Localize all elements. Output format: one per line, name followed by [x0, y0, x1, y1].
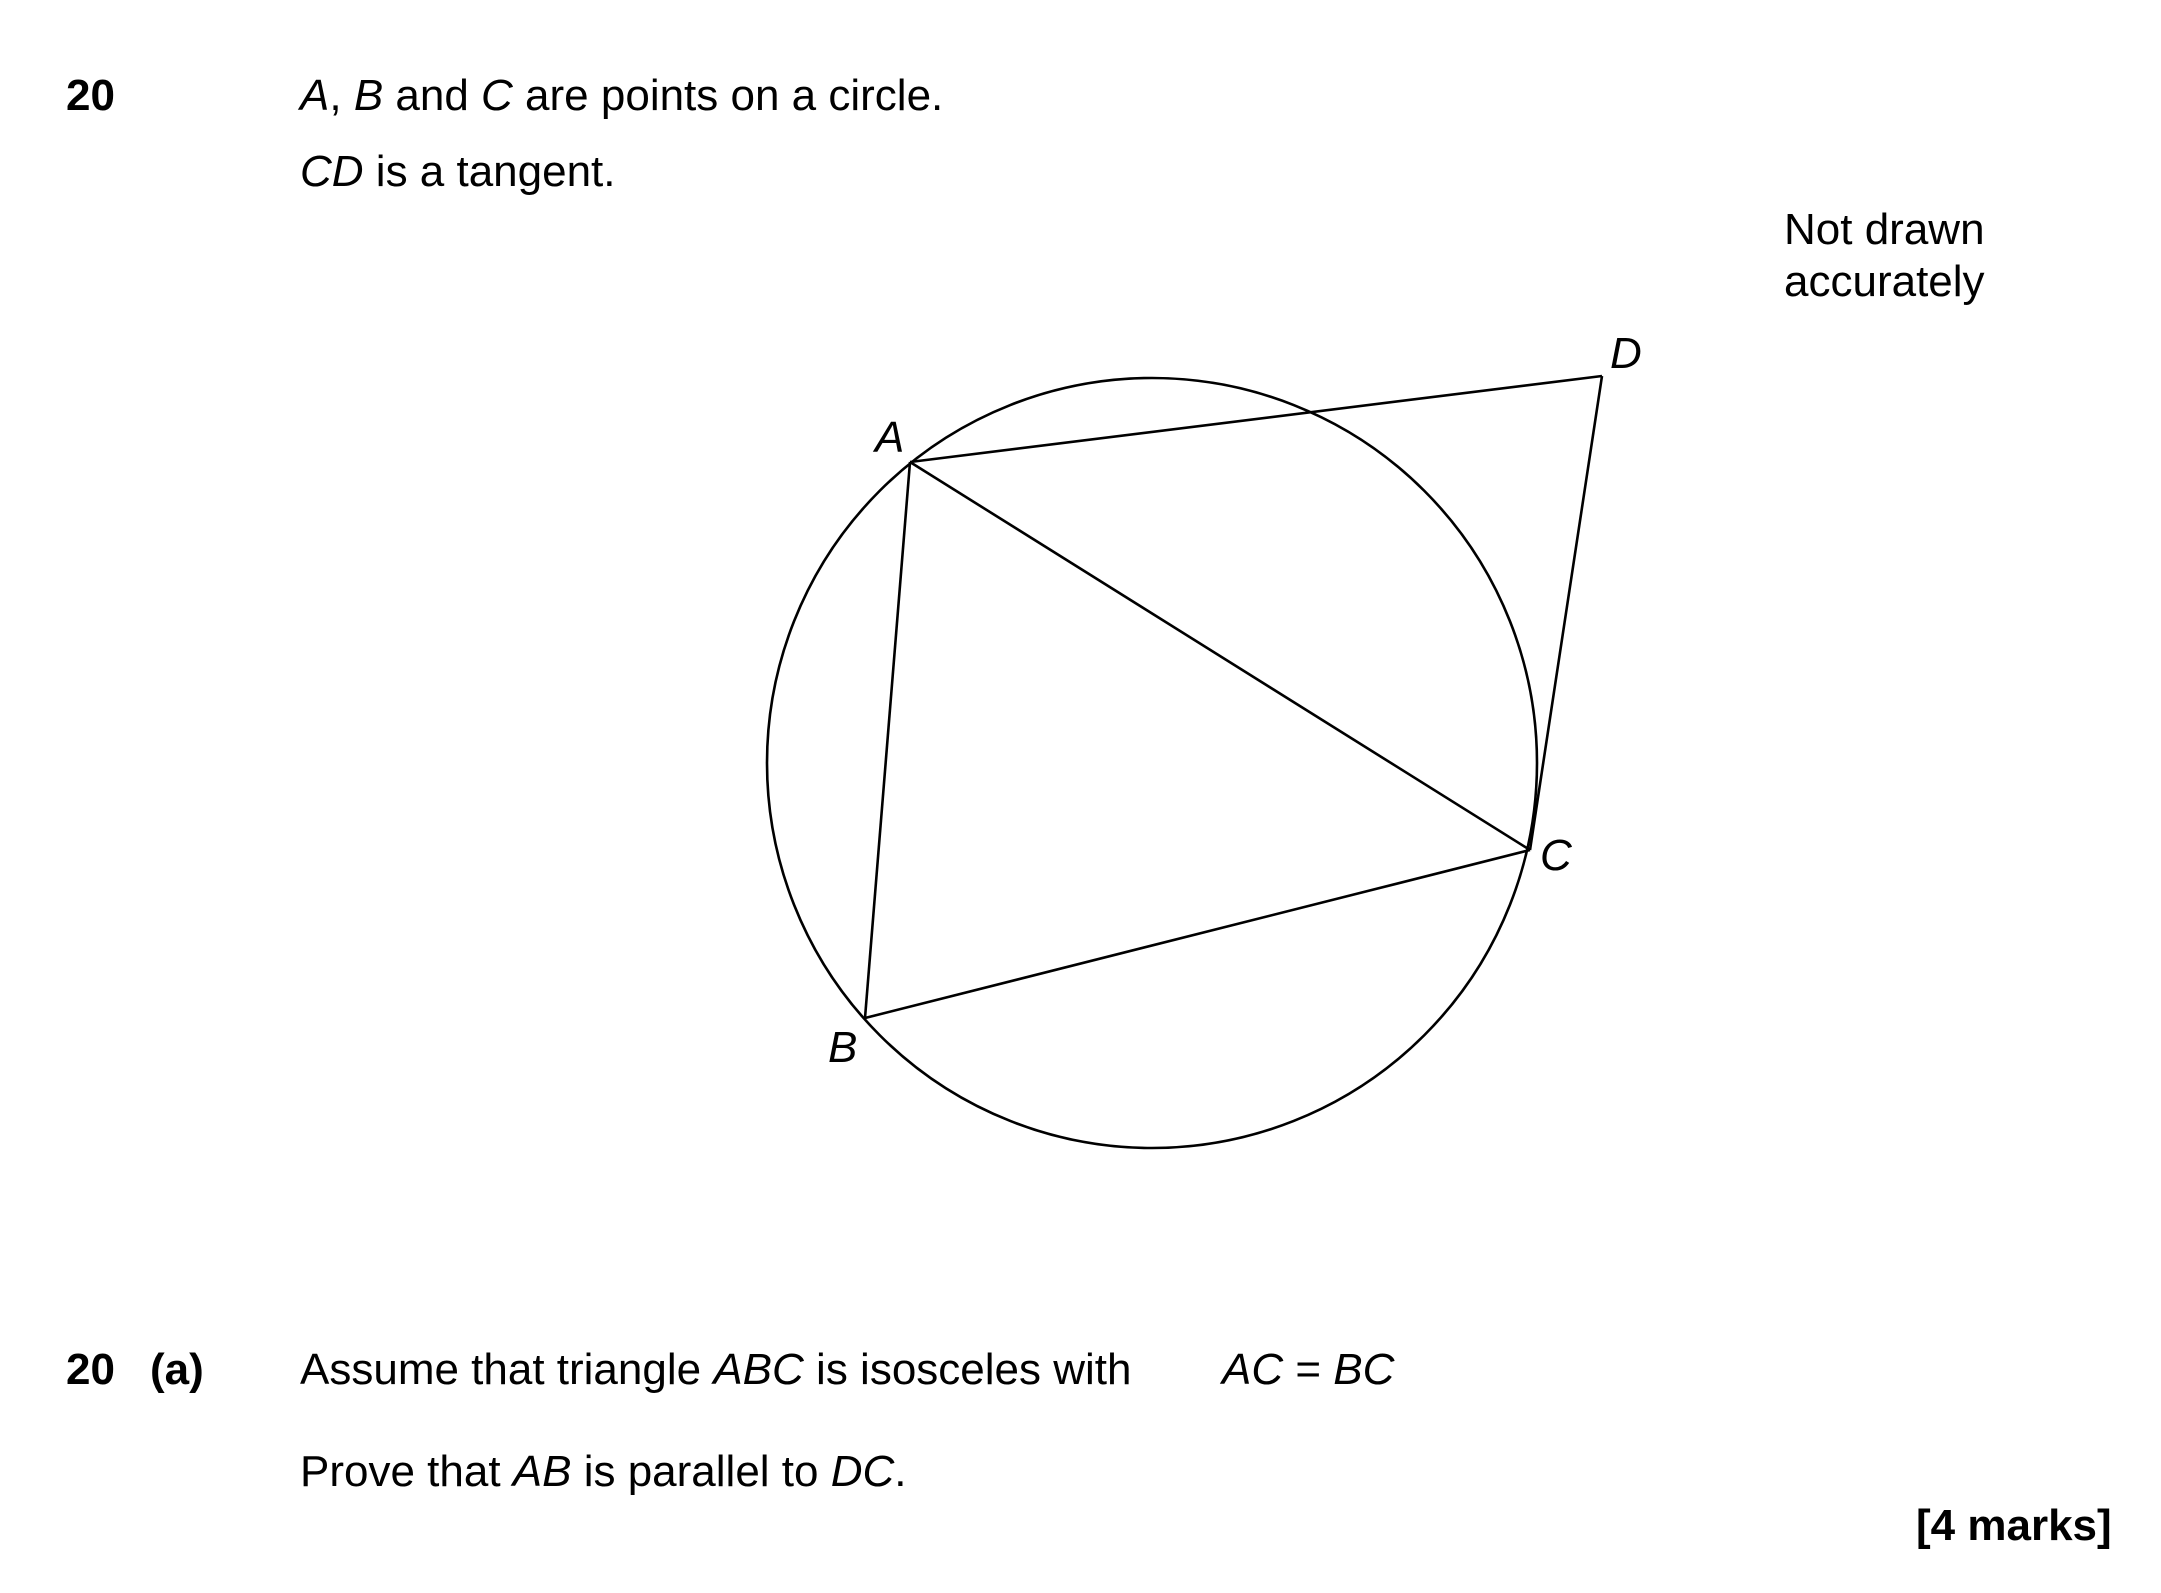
triangle-abc: ABC — [713, 1345, 804, 1394]
part-a-text-5: . — [894, 1447, 907, 1496]
stem-point-c: C — [481, 71, 513, 120]
segment-bc-text: BC — [1333, 1345, 1395, 1394]
segment-ac-text: AC — [1222, 1345, 1284, 1394]
equals-sign: = — [1283, 1345, 1334, 1394]
not-drawn-note-line-1: Not drawn — [1784, 205, 1985, 254]
segment-ad — [910, 376, 1602, 462]
stem-text-4: is a tangent. — [363, 147, 616, 196]
stem-text-3: are points on a circle. — [512, 71, 944, 120]
label-d: D — [1610, 329, 1642, 378]
marks-badge: [4 marks] — [1916, 1501, 2112, 1550]
label-a: A — [875, 413, 905, 462]
segment-ab — [865, 462, 910, 1018]
part-a-line-2 — [300, 1447, 907, 1496]
part-a-text-2: is isosceles with — [803, 1345, 1132, 1394]
stem-point-a: A — [300, 71, 330, 120]
part-question-number: 20 — [66, 1345, 115, 1394]
question-number: 20 — [66, 71, 115, 120]
not-drawn-note-line-2: accurately — [1784, 257, 1985, 306]
segment-dc-text: DC — [830, 1447, 895, 1496]
label-b: B — [828, 1023, 858, 1072]
stem-point-b: B — [353, 71, 384, 120]
segment-ac — [910, 462, 1530, 850]
part-a-text-4: is parallel to — [571, 1447, 831, 1496]
part-label: (a) — [150, 1345, 204, 1394]
segment-ab-text: AB — [512, 1447, 572, 1496]
label-c: C — [1540, 831, 1572, 880]
part-a-text-3: Prove that — [300, 1447, 513, 1496]
tangent-cd — [1530, 376, 1602, 850]
stem-text-1: , — [329, 71, 354, 120]
stem-segment-cd: CD — [300, 147, 364, 196]
circle — [767, 378, 1537, 1148]
part-a-text-1: Assume that triangle — [300, 1345, 714, 1394]
segment-bc — [865, 850, 1530, 1018]
part-a-equation — [1222, 1345, 1395, 1394]
part-a-line-1 — [300, 1345, 1132, 1394]
stem-text-2: and — [383, 71, 482, 120]
